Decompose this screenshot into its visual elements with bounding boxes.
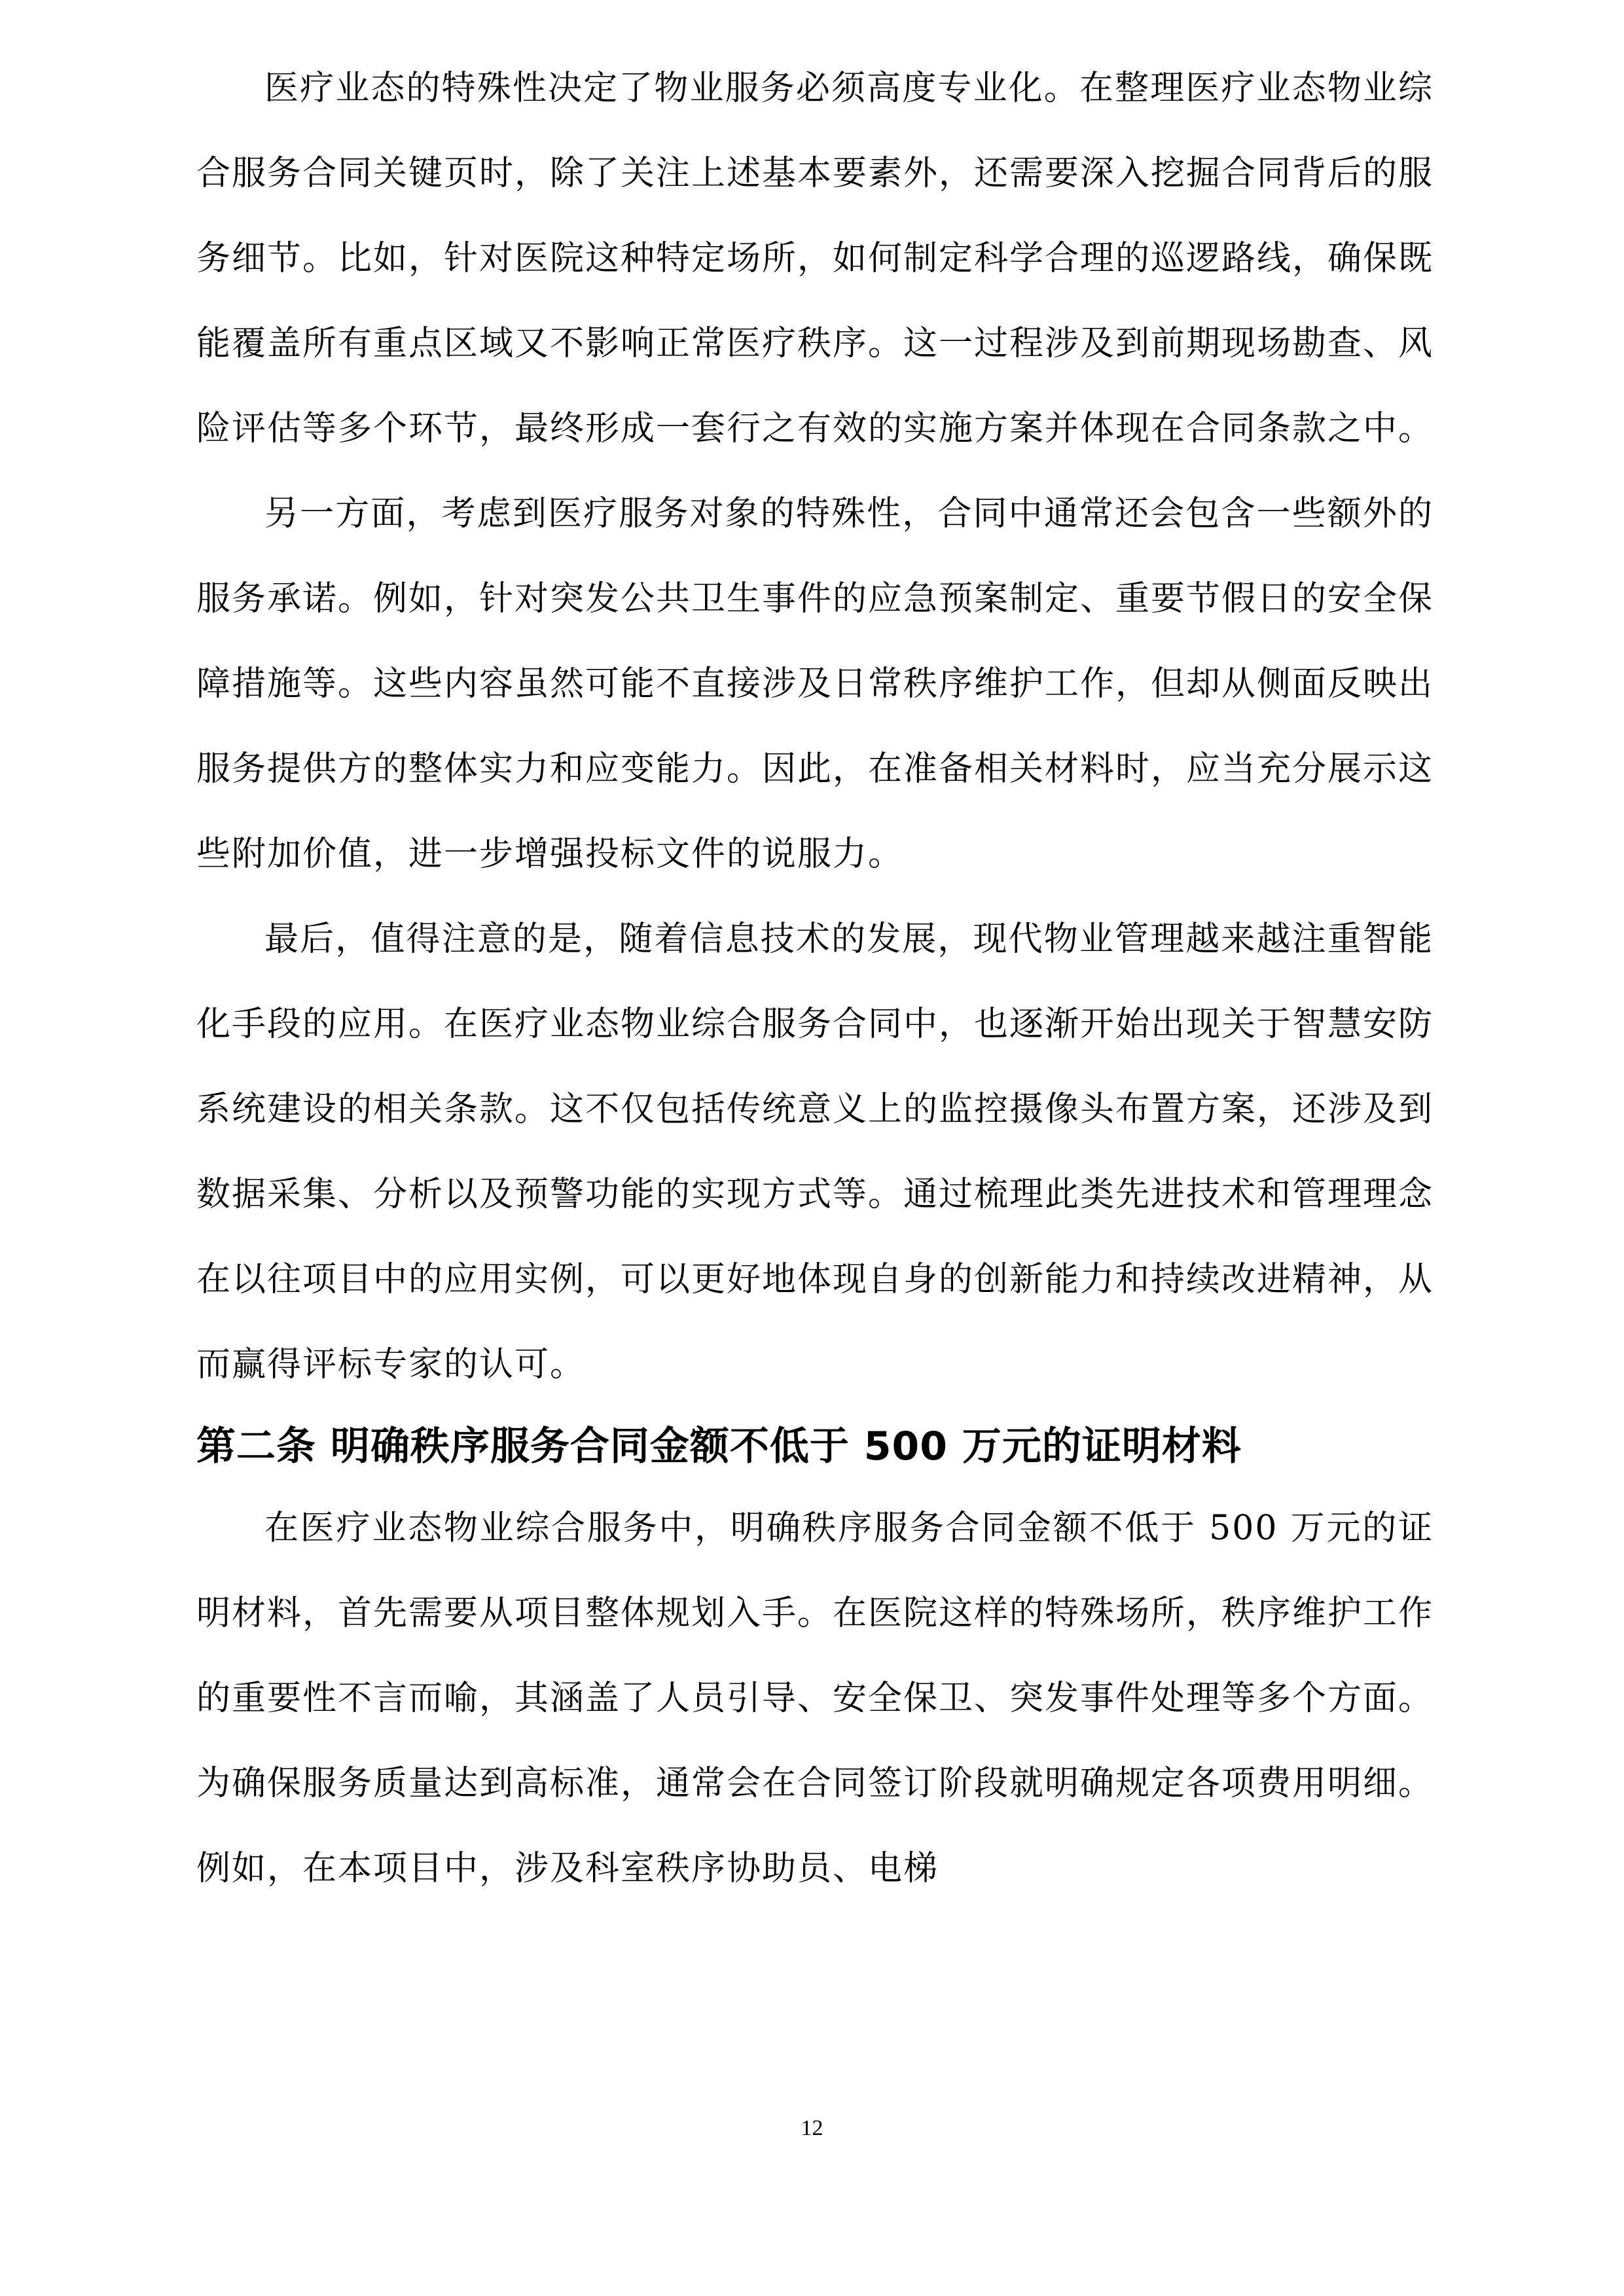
paragraph-4: 在医疗业态物业综合服务中，明确秩序服务合同金额不低于 500 万元的证明材料，首先需要从项目整体规划入手。在医院这样的特殊场所，秩序维护工作的重要性不言而喻，其涵盖了人员引导、安全保卫、突发事件处理等多个方面。为确保服务质量达到高标准，通常会在合同签订阶段就明确规定各项费用明细。例如，在本项目中，涉及科室秩序协助员、电梯 <box>196 1509 1434 1888</box>
paragraph-3: 最后，值得注意的是，随着信息技术的发展，现代物业管理越来越注重智能化手段的应用。在医疗业态物业综合服务合同中，也逐渐开始出现关于智慧安防系统建设的相关条款。这不仅包括传统意义上的监控摄像头布置方案，还涉及到数据采集、分析以及预警功能的实现方式等。通过梳理此类先进技术和管理理念在以往项目中的应用实例，可以更好地体现自身的创新能力和持续改进精神，从而赢得评标专家的认可。 <box>196 920 1434 1384</box>
section-heading: 第二条 明确秩序服务合同金额不低于 500 万元的证明材料 <box>196 1424 1242 1469</box>
body-text <box>196 46 1434 1911</box>
paragraph-1: 医疗业态的特殊性决定了物业服务必须高度专业化。在整理医疗业态物业综合服务合同关键页时，除了关注上述基本要素外，还需要深入挖掘合同背后的服务细节。比如，针对医院这种特定场所，如何制定科学合理的巡逻路线，确保既能覆盖所有重点区域又不影响正常医疗秩序。这一过程涉及到前期现场勘查、风险评估等多个环节，最终形成一套行之有效的实施方案并体现在合同条款之中。 <box>196 69 1434 448</box>
paragraph-2: 另一方面，考虑到医疗服务对象的特殊性，合同中通常还会包含一些额外的服务承诺。例如，针对突发公共卫生事件的应急预案制定、重要节假日的安全保障措施等。这些内容虽然可能不直接涉及日常秩序维护工作，但却从侧面反映出服务提供方的整体实力和应变能力。因此，在准备相关材料时，应当充分展示这些附加价值，进一步增强投标文件的说服力。 <box>196 494 1434 874</box>
page-number: 12 <box>801 2116 823 2140</box>
